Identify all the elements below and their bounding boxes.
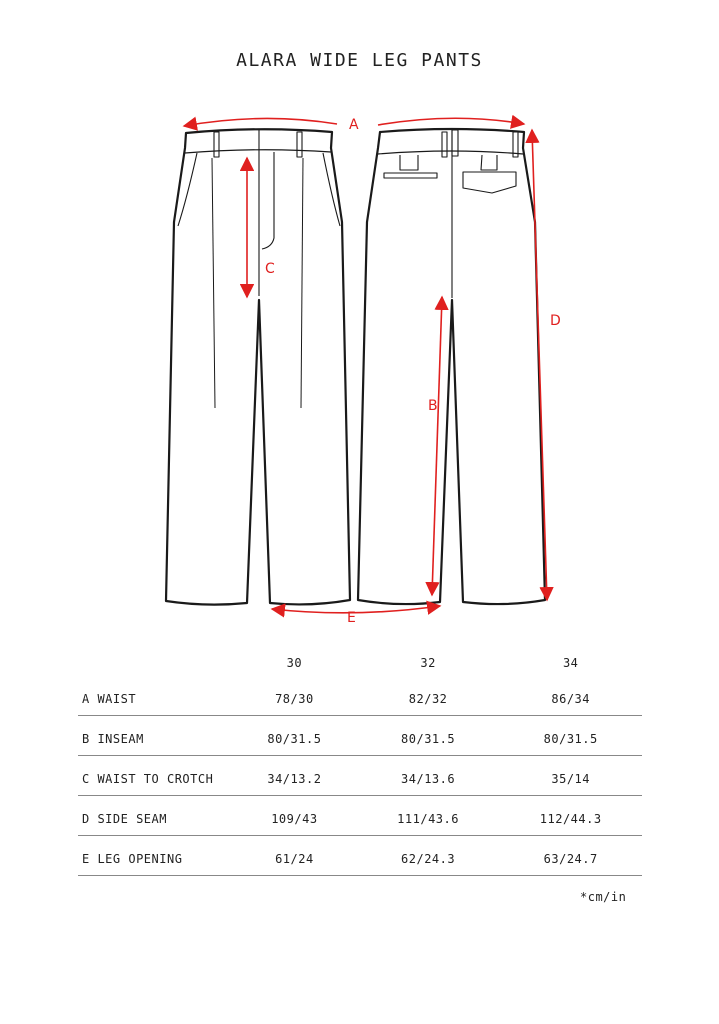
table-row [78,756,642,796]
cell-value: 111/43.6 [357,796,500,836]
back-dart-right [481,155,497,170]
row-label: A WAIST [78,676,232,716]
belt-loop-right [297,132,302,157]
row-label: E LEG OPENING [78,836,232,876]
cell-value: 34/13.2 [232,756,357,796]
cell-value: 80/31.5 [357,716,500,756]
back-flap-pocket [463,172,516,193]
dimension-labels [265,117,561,626]
dim-e-leg-opening [272,606,440,613]
cell-value: 86/34 [499,676,642,716]
back-waistband-line [378,151,523,154]
dim-a-waist-back [378,118,524,125]
back-belt-loop-left [442,132,447,157]
dim-label-a: A [349,117,359,133]
cell-value: 63/24.7 [499,836,642,876]
cell-value: 109/43 [232,796,357,836]
back-view-pants [358,129,545,604]
cell-value: 80/31.5 [499,716,642,756]
table-row [78,796,642,836]
dim-b-inseam [432,297,442,595]
cell-value: 34/13.6 [357,756,500,796]
pocket-left [178,153,197,226]
row-label: D SIDE SEAM [78,796,232,836]
unit-note: *cm/in [580,890,627,904]
table-row [78,676,642,716]
front-waistband-line [185,150,331,153]
front-view-pants [166,129,350,604]
size-chart-table [78,650,642,876]
size-header: 32 [420,656,436,670]
fly-stitch [262,152,274,249]
page-title: ALARA WIDE LEG PANTS [236,50,483,71]
belt-loop-left [214,132,219,157]
row-label: C WAIST TO CROTCH [78,756,232,796]
back-dart-left [400,155,418,170]
cell-value: 62/24.3 [357,836,500,876]
dim-label-c: C [265,261,275,277]
dim-label-e: E [347,610,356,626]
back-belt-loop-center [452,130,458,156]
size-header: 34 [562,656,579,670]
cell-value: 78/30 [232,676,357,716]
cell-value: 35/14 [499,756,642,796]
table-row [78,836,642,876]
size-header: 30 [286,656,303,670]
pleat-crease-right [301,158,303,408]
cell-value: 112/44.3 [499,796,642,836]
cell-value: 80/31.5 [232,716,357,756]
table-row [78,716,642,756]
dim-a-waist-front [184,118,337,126]
pleat-crease-left [212,158,215,408]
dim-label-d: D [550,313,561,329]
dim-d-side-seam [532,130,547,600]
row-label: B INSEAM [78,716,232,756]
front-outline [166,129,350,604]
size-header-blank [78,650,232,676]
size-header-row [78,650,642,676]
dim-label-b: B [428,398,438,414]
back-welt-pocket [384,173,437,178]
cell-value: 61/24 [232,836,357,876]
cell-value: 82/32 [357,676,500,716]
